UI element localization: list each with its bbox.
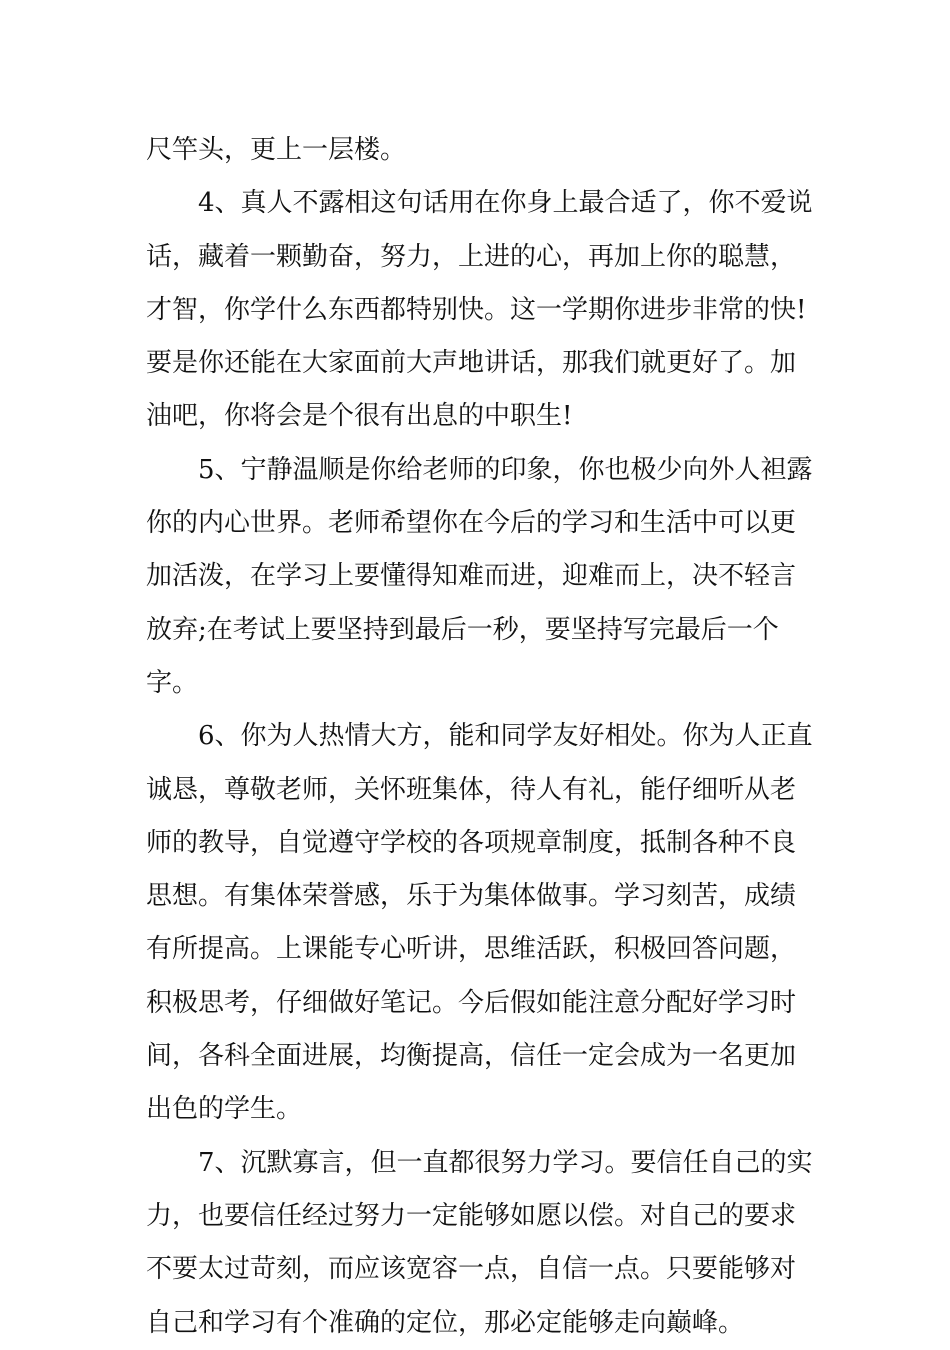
text-line: 出色的学生。 xyxy=(146,1094,303,1125)
text-line: 积极思考，仔细做好笔记。今后假如能注意分配好学习时 xyxy=(146,987,797,1018)
text-line: 7、沉默寡言，但一直都很努力学习。要信任自己的实 xyxy=(198,1147,813,1178)
text-line: 5、宁静温顺是你给老师的印象，你也极少向外人袒露 xyxy=(198,454,813,485)
text-line: 思想。有集体荣誉感，乐于为集体做事。学习刻苦，成绩 xyxy=(146,881,797,912)
text-line: 你的内心世界。老师希望你在今后的学习和生活中可以更 xyxy=(146,508,797,539)
text-line: 油吧，你将会是个很有出息的中职生! xyxy=(146,401,573,432)
text-line: 间，各科全面进展，均衡提高，信任一定会成为一名更加 xyxy=(146,1041,797,1072)
text-line: 才智，你学什么东西都特别快。这一学期你进步非常的快! xyxy=(146,294,807,325)
text-line: 加活泼，在学习上要懂得知难而进，迎难而上，决不轻言 xyxy=(146,561,797,592)
text-line: 诚恳，尊敬老师，关怀班集体，待人有礼，能仔细听从老 xyxy=(146,774,797,805)
body-text xyxy=(146,124,816,1350)
text-line: 4、真人不露相这句话用在你身上最合适了，你不爱说 xyxy=(198,188,813,219)
paragraph-continuation xyxy=(146,124,816,177)
text-line: 师的教导，自觉遵守学校的各项规章制度，抵制各种不良 xyxy=(146,827,797,858)
paragraph-item-4 xyxy=(146,177,816,443)
text-line: 6、你为人热情大方，能和同学友好相处。你为人正直 xyxy=(198,721,813,752)
text-line: 话，藏着一颗勤奋，努力，上进的心，再加上你的聪慧， xyxy=(146,241,797,272)
paragraph-item-5 xyxy=(146,444,816,710)
text-line: 要是你还能在大家面前大声地讲话，那我们就更好了。加 xyxy=(146,348,797,379)
text-line: 有所提高。上课能专心听讲，思维活跃，积极回答问题， xyxy=(146,934,797,965)
text-line: 放弃;在考试上要坚持到最后一秒，要坚持写完最后一个字。 xyxy=(146,614,779,698)
text-line: 尺竿头，更上一层楼。 xyxy=(146,135,407,165)
paragraph-item-7 xyxy=(146,1137,816,1350)
text-line: 自己和学习有个准确的定位，那必定能够走向巅峰。 xyxy=(146,1307,745,1338)
text-line: 力，也要信任经过努力一定能够如愿以偿。对自己的要求 xyxy=(146,1200,797,1231)
text-line: 不要太过苛刻，而应该宽容一点，自信一点。只要能够对 xyxy=(146,1254,797,1285)
paragraph-item-6 xyxy=(146,710,816,1136)
